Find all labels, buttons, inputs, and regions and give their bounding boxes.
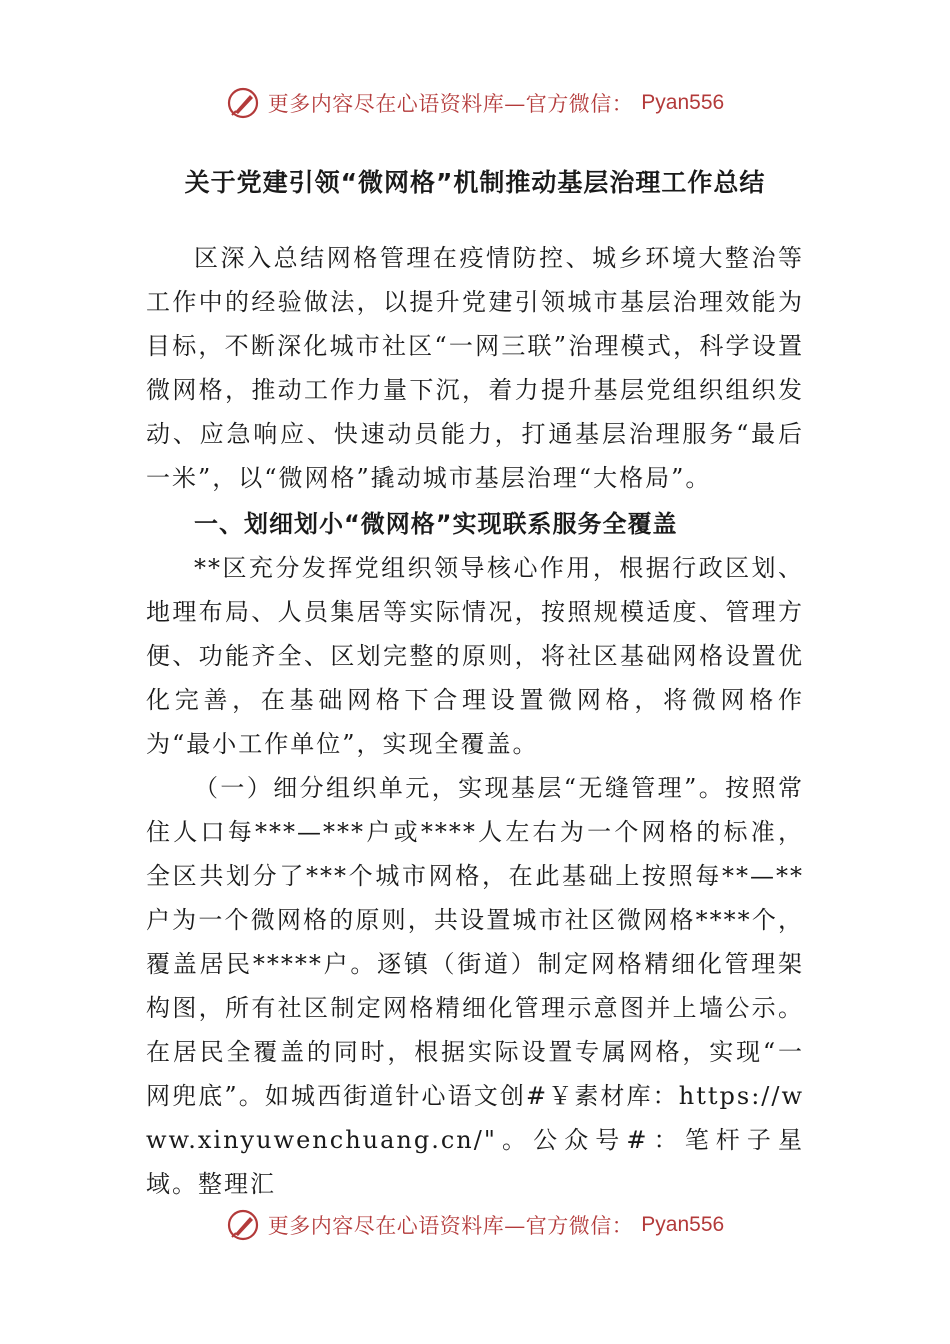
watermark-bottom <box>0 1200 950 1250</box>
body-paragraph: 区深入总结网格管理在疫情防控、城乡环境大整治等工作中的经验做法，以提升党建引领城市基层治理效能为目标，不断深化城市社区“一网三联”治理模式，科学设置微网格，推动工作力量下沉，着力提升基层党组织组织发动、应急响应、快速动员能力，打通基层治理服务“最后一米”，以“微网格”撬动城市基层治理“大格局”。 <box>146 244 804 492</box>
section-heading: 一、划细划小“微网格”实现联系服务全覆盖 <box>194 510 678 538</box>
body-paragraph: **区充分发挥党组织领导核心作用，根据行政区划、地理布局、人员集居等实际情况，按照规模适度、管理方便、功能齐全、区划完整的原则，将社区基础网格设置优化完善，在基础网格下合理设置微网格，将微网格作为“最小工作单位”，实现全覆盖。 <box>146 554 804 758</box>
quill-logo-icon <box>226 86 260 120</box>
quill-logo-icon <box>226 1208 260 1242</box>
watermark-wechat-id: Pyan556 <box>641 91 725 114</box>
document-title: 关于党建引领“微网格”机制推动基层治理工作总结 <box>184 168 766 197</box>
watermark-top <box>0 78 950 128</box>
watermark-wechat-id: Pyan556 <box>641 1213 725 1236</box>
watermark-text: 更多内容尽在心语资料库—官方微信： <box>267 92 634 116</box>
document-body <box>146 236 804 1206</box>
watermark-text: 更多内容尽在心语资料库—官方微信： <box>267 1214 634 1238</box>
body-paragraph: （一）细分组织单元，实现基层“无缝管理”。按照常住人口每***—***户或****人左右为一个网格的标准，全区共划分了***个城市网格，在此基础上按照每**—**户为一个微网格的原则，共设置城市社区微网格****个，覆盖居民*****户。逐镇（街道）制定网格精细化管理架构图，所有社区制定网格精细化管理示意图并上墙公示。在居民全覆盖的同时，根据实际设置专属网格，实现“一网兜底”。如城西街道针心语文创#￥素材库：https://www.xinyuwenchuang.cn/"。公众号#：笔杆子星域。整理汇 <box>146 774 804 1198</box>
